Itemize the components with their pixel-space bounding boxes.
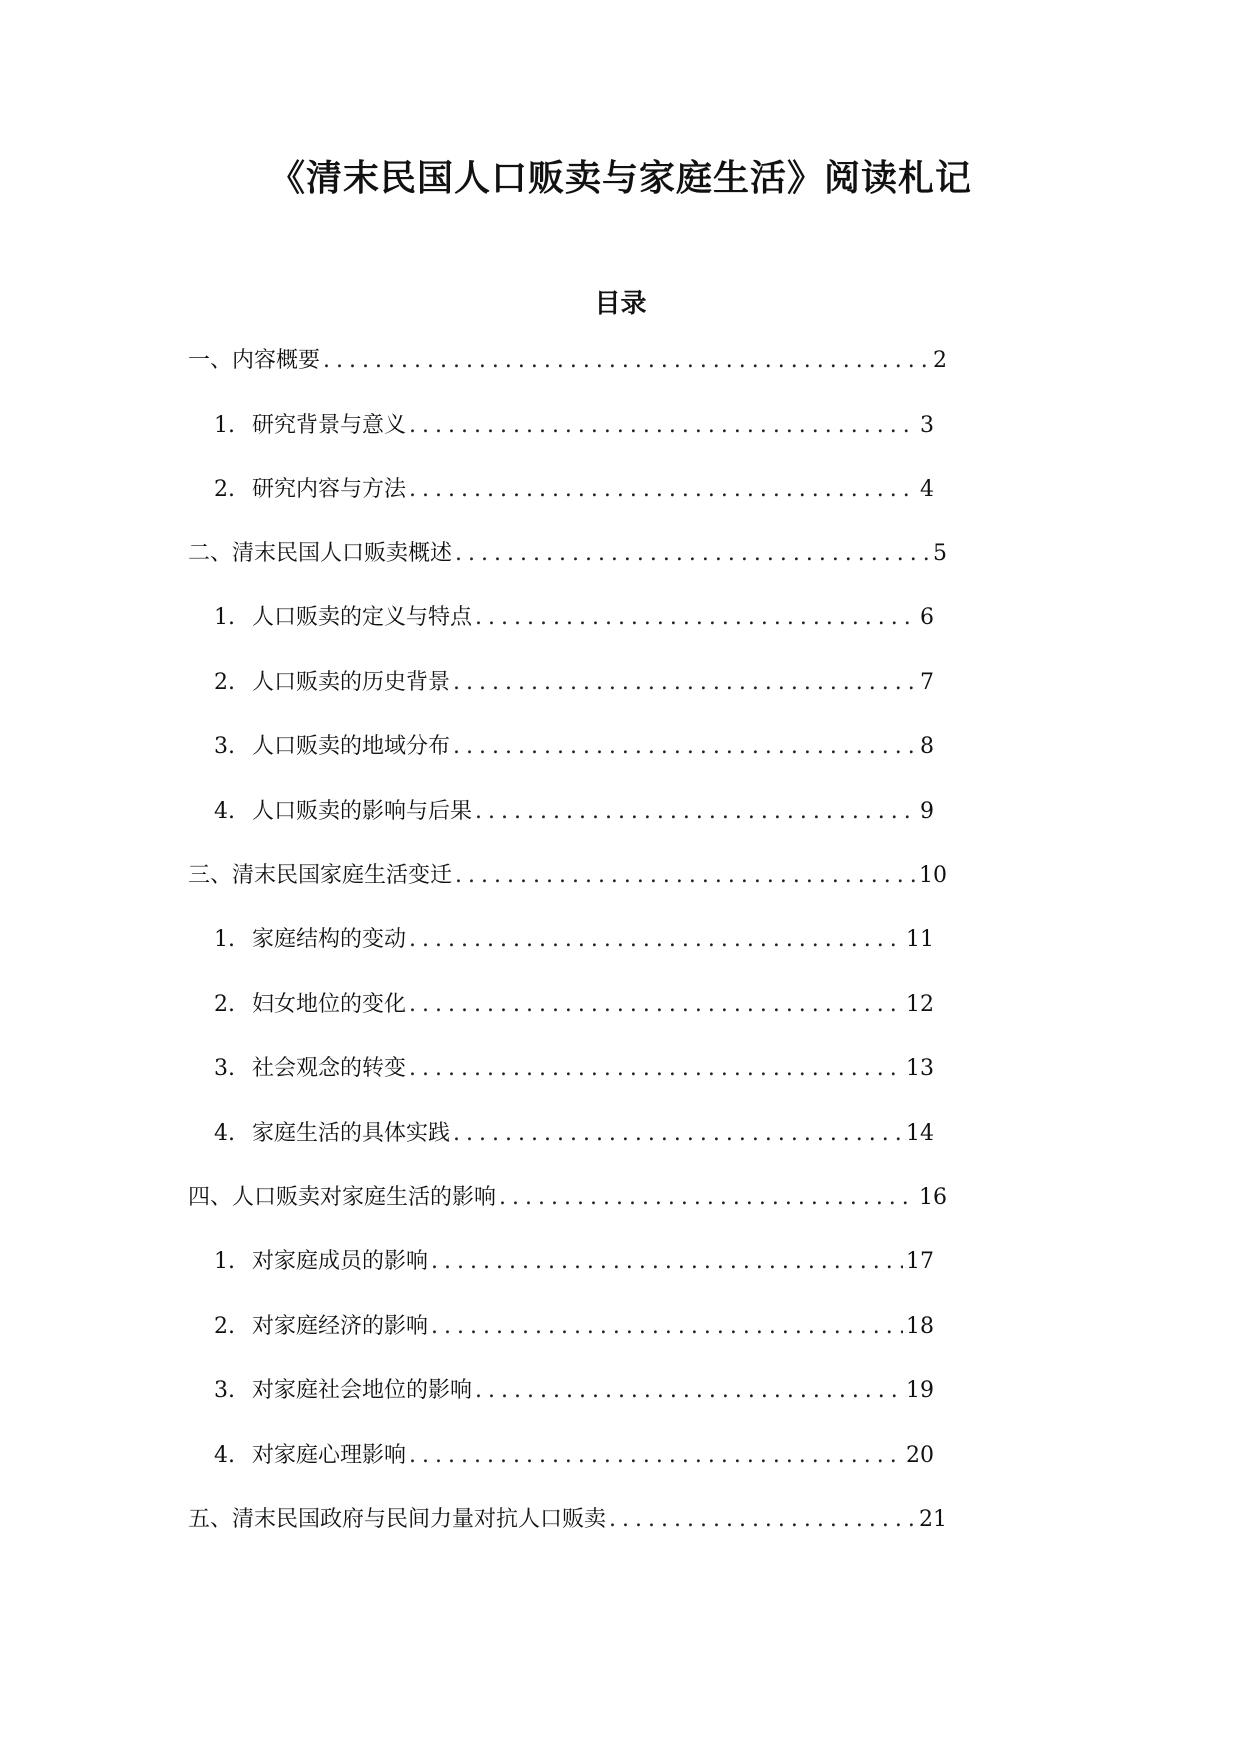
toc-leader-dots	[409, 985, 903, 1025]
toc-entry-number: 4.	[214, 1121, 235, 1146]
toc-entry[interactable]	[214, 985, 934, 1025]
toc-entry[interactable]	[214, 1114, 934, 1154]
toc-leader-dots	[453, 1114, 903, 1154]
toc-heading: 目录	[594, 289, 647, 319]
toc-entry-label: 对家庭社会地位的影响	[252, 1378, 473, 1403]
toc-leader-dots	[453, 727, 917, 767]
toc-entry-number: 1.	[214, 1249, 235, 1274]
toc-page-number: 8	[920, 734, 934, 759]
toc-entry-number: 2.	[214, 477, 235, 502]
toc-page-number: 11	[906, 927, 934, 952]
toc-entry-number: 2.	[214, 992, 235, 1017]
toc-page-number: 9	[920, 799, 934, 824]
toc-entry-number: 3.	[214, 734, 235, 759]
toc-entry-label: 研究背景与意义	[252, 413, 407, 438]
toc-entry-number: 1.	[214, 413, 235, 438]
toc-leader-dots	[499, 1178, 916, 1218]
toc-entry-label: 人口贩卖的历史背景	[252, 670, 451, 695]
toc-leader-dots	[409, 406, 917, 446]
toc-page-number: 18	[906, 1314, 934, 1339]
document-title: 《清末民国人口贩卖与家庭生活》阅读札记	[268, 158, 972, 199]
toc-page-number: 21	[919, 1507, 947, 1532]
toc-page-number: 3	[920, 413, 934, 438]
toc-entry[interactable]	[214, 598, 934, 638]
toc-leader-dots	[609, 1500, 916, 1540]
toc-page-number: 2	[933, 348, 947, 373]
toc-page-number: 19	[906, 1378, 934, 1403]
toc-leader-dots	[475, 792, 917, 832]
toc-leader-dots	[455, 856, 916, 896]
toc-leader-dots	[323, 341, 930, 381]
toc-entry[interactable]	[214, 920, 934, 960]
toc-leader-dots	[455, 534, 930, 574]
toc-page-number: 17	[906, 1249, 934, 1274]
toc-leader-dots	[409, 920, 903, 960]
toc-page-number: 4	[920, 477, 934, 502]
toc-page-number: 10	[919, 863, 947, 888]
toc-entry-label: 四、人口贩卖对家庭生活的影响	[188, 1185, 497, 1210]
toc-entry[interactable]	[214, 663, 934, 703]
toc-entry-number: 4.	[214, 1443, 235, 1468]
toc-leader-dots	[431, 1242, 903, 1282]
toc-entry-number: 1.	[214, 927, 235, 952]
toc-entry[interactable]	[188, 1178, 947, 1218]
toc-entry[interactable]	[188, 534, 947, 574]
toc-entry-label: 对家庭心理影响	[252, 1443, 407, 1468]
toc-entry[interactable]	[214, 1049, 934, 1089]
toc-entry-label: 对家庭经济的影响	[252, 1314, 429, 1339]
toc-page-number: 6	[920, 605, 934, 630]
toc-entry[interactable]	[188, 341, 947, 381]
toc-entry-label: 社会观念的转变	[252, 1056, 407, 1081]
toc-entry[interactable]	[214, 1436, 934, 1476]
toc-leader-dots	[409, 1436, 903, 1476]
toc-entry[interactable]	[214, 406, 934, 446]
toc-entry-label: 三、清末民国家庭生活变迁	[188, 863, 453, 888]
toc-leader-dots	[409, 470, 917, 510]
toc-entry-number: 2.	[214, 1314, 235, 1339]
toc-leader-dots	[431, 1307, 903, 1347]
toc-entry[interactable]	[214, 470, 934, 510]
toc-entry-number: 3.	[214, 1378, 235, 1403]
toc-entry-label: 人口贩卖的影响与后果	[252, 799, 473, 824]
toc-entry[interactable]	[214, 727, 934, 767]
toc-page-number: 7	[920, 670, 934, 695]
toc-leader-dots	[475, 1371, 903, 1411]
toc-entry-label: 人口贩卖的地域分布	[252, 734, 451, 759]
toc-entry-label: 家庭生活的具体实践	[252, 1121, 451, 1146]
toc-entry-label: 二、清末民国人口贩卖概述	[188, 541, 453, 566]
toc-entry-label: 一、内容概要	[188, 348, 321, 373]
toc-entry-number: 2.	[214, 670, 235, 695]
toc-page-number: 5	[933, 541, 947, 566]
toc-entry[interactable]	[214, 1307, 934, 1347]
toc-entry[interactable]	[188, 856, 947, 896]
toc-entry-label: 妇女地位的变化	[252, 992, 407, 1017]
toc-entry[interactable]	[188, 1500, 947, 1540]
toc-entry-label: 研究内容与方法	[252, 477, 407, 502]
toc-page-number: 16	[919, 1185, 947, 1210]
toc-entry-label: 人口贩卖的定义与特点	[252, 605, 473, 630]
toc-entry-number: 1.	[214, 605, 235, 630]
toc-entry-label: 五、清末民国政府与民间力量对抗人口贩卖	[188, 1507, 607, 1532]
toc-leader-dots	[409, 1049, 903, 1089]
toc-entry-label: 家庭结构的变动	[252, 927, 407, 952]
toc-page-number: 14	[906, 1121, 934, 1146]
toc-page-number: 20	[906, 1443, 934, 1468]
toc-page-number: 12	[906, 992, 934, 1017]
toc-leader-dots	[453, 663, 917, 703]
toc-page-number: 13	[906, 1056, 934, 1081]
toc-entry[interactable]	[214, 1371, 934, 1411]
toc-entry-number: 4.	[214, 799, 235, 824]
toc-entry-label: 对家庭成员的影响	[252, 1249, 429, 1274]
toc-entry[interactable]	[214, 1242, 934, 1282]
toc-leader-dots	[475, 598, 917, 638]
toc-entry-number: 3.	[214, 1056, 235, 1081]
toc-entry[interactable]	[214, 792, 934, 832]
